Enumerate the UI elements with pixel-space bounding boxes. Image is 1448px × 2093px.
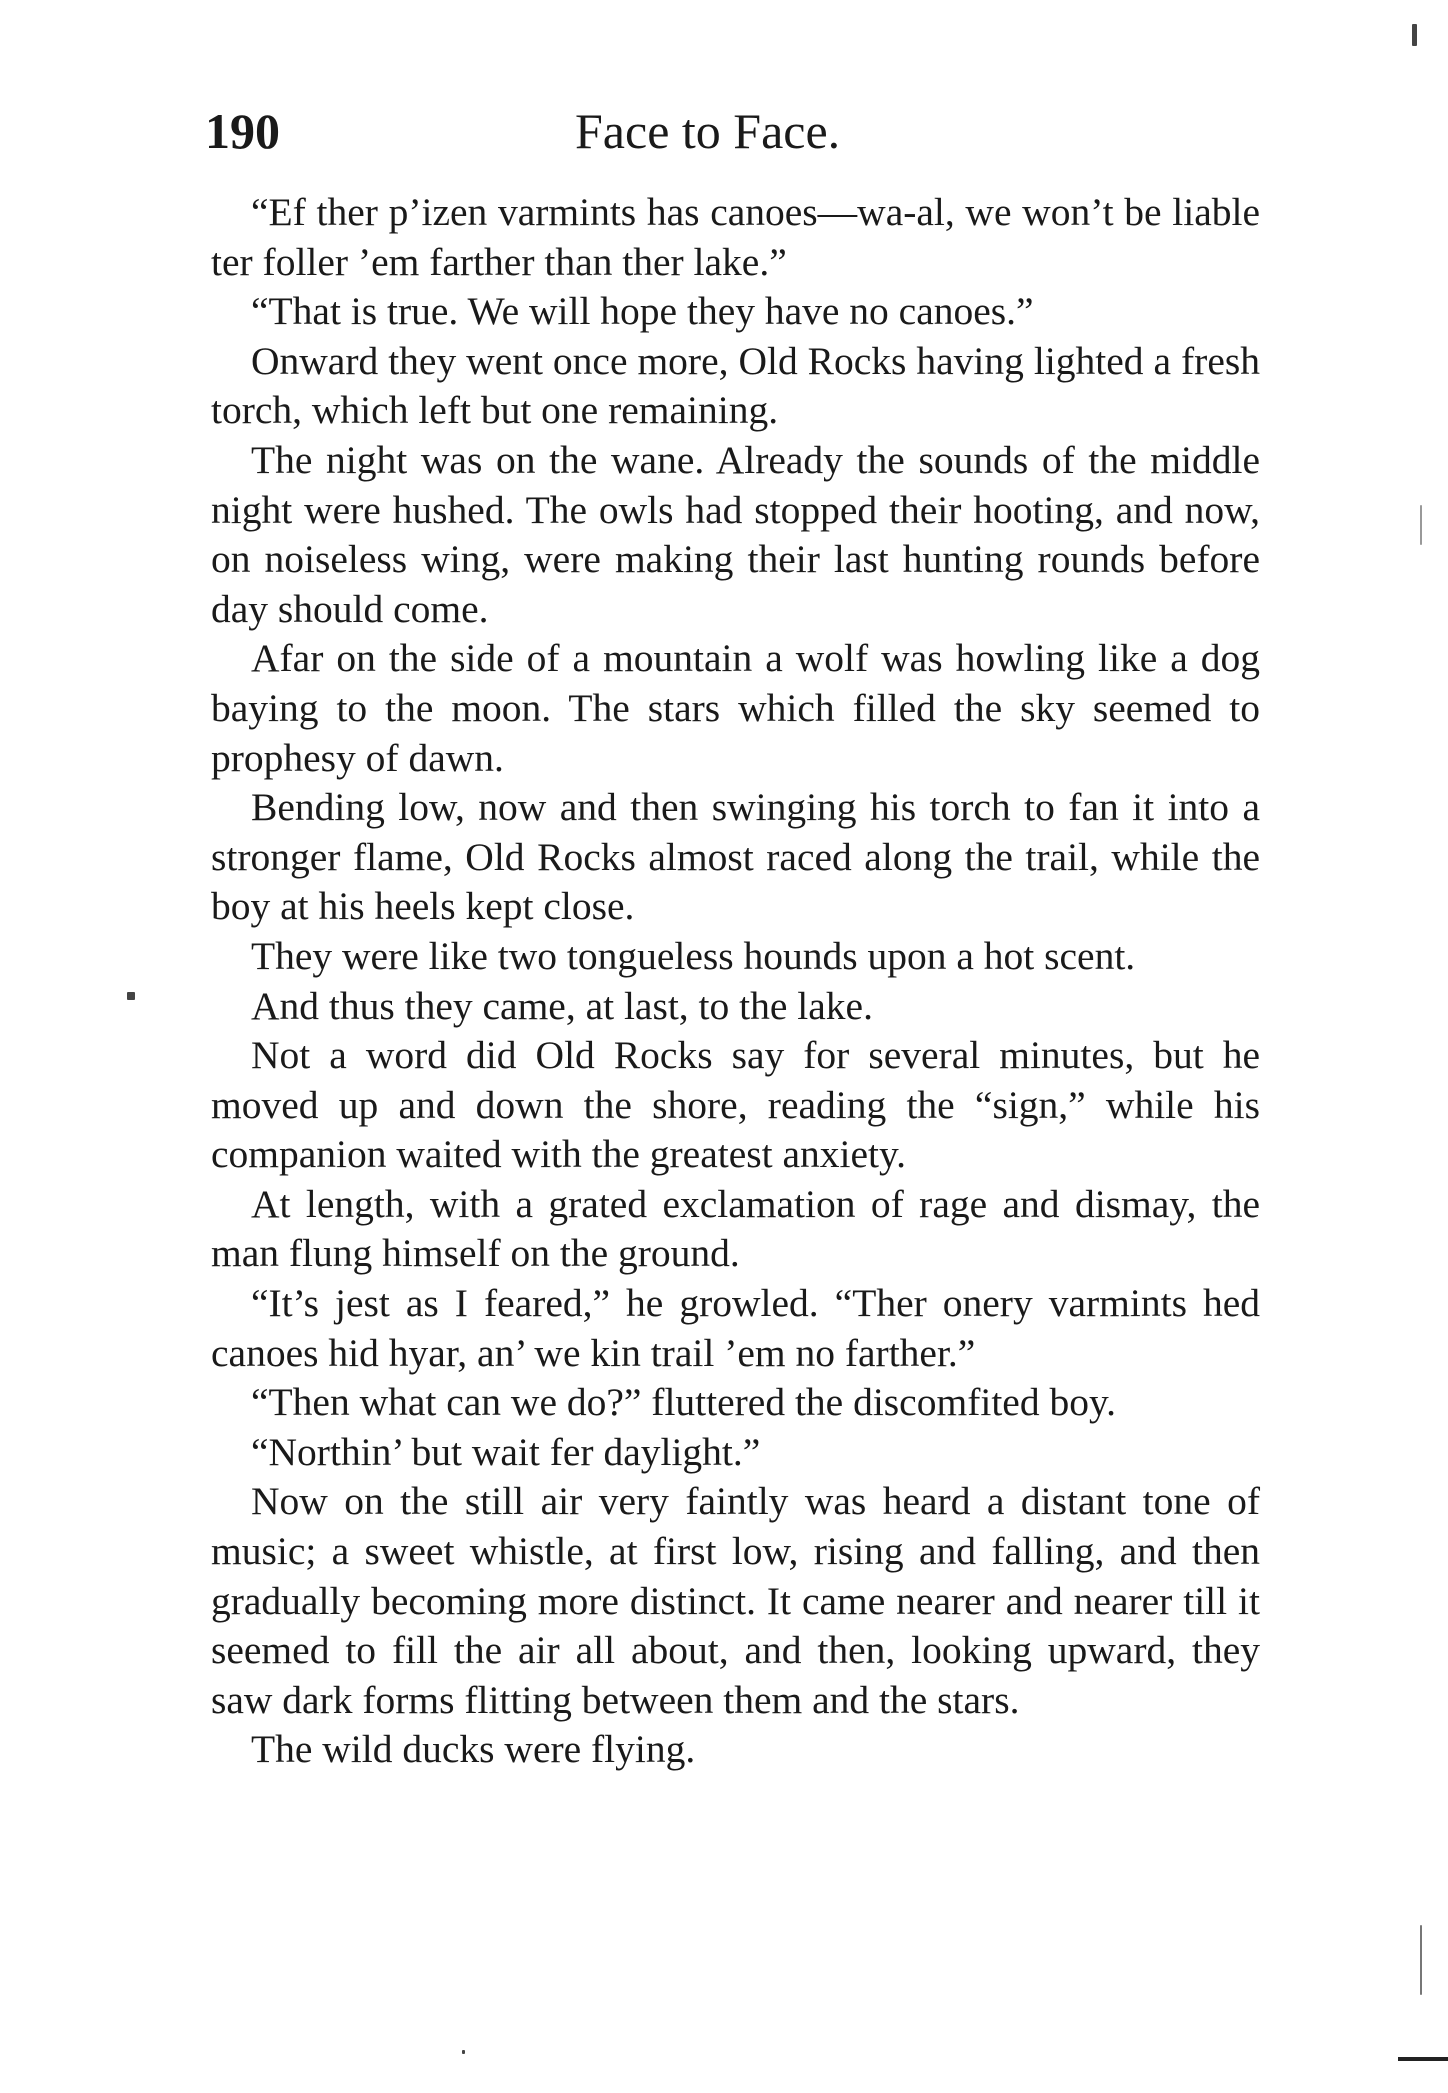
scan-speck xyxy=(1420,505,1422,545)
paragraph: “It’s jest as I feared,” he growled. “Ther onery varmints hed canoes hid hyar, an’ we kin trail ’em no farther.” xyxy=(211,1281,1260,1375)
paragraph: Not a word did Old Rocks say for several minutes, but he moved up and down the shore, reading the “sign,” while his companion waited with the greatest anxiety. xyxy=(211,1033,1260,1177)
paragraph: “Northin’ but wait fer daylight.” xyxy=(251,1429,761,1474)
scan-speck xyxy=(1412,24,1417,46)
paragraph: And thus they came, at last, to the lake. xyxy=(251,983,873,1028)
paragraph: They were like two tongueless hounds upon a hot scent. xyxy=(251,933,1136,978)
paragraph: The wild ducks were flying. xyxy=(251,1727,696,1772)
paragraph: Onward they went once more, Old Rocks having lighted a fresh torch, which left but one remaining. xyxy=(211,338,1260,433)
scan-speck xyxy=(462,2050,465,2054)
page-number: 190 xyxy=(205,103,280,159)
paragraph: “Then what can we do?” fluttered the discomfited boy. xyxy=(251,1380,1117,1425)
paragraph: Now on the still air very faintly was heard a distant tone of music; a sweet whistle, at first low, rising and falling, and then gradually becoming more distinct. It came nearer and nearer till it seemed to fill the air all about, and then, looking upward, they saw dark forms flitting between them and the stars. xyxy=(211,1479,1260,1722)
edge-mark xyxy=(1398,2057,1448,2061)
paragraph: Bending low, now and then swinging his torch to fan it into a stronger flame, Old Rocks almost raced along the trail, while the boy at his heels kept close. xyxy=(211,785,1260,929)
paragraph: Afar on the side of a mountain a wolf was howling like a dog baying to the moon. The stars which filled the sky seemed to prophesy of dawn. xyxy=(211,636,1260,780)
paragraph: At length, with a grated exclamation of rage and dismay, the man flung himself on the ground. xyxy=(211,1181,1260,1276)
running-title: Face to Face. xyxy=(575,103,841,159)
paragraph: “Ef ther p’izen varmints has canoes—wa-al, we won’t be liable ter foller ’em farther than ther lake.” xyxy=(211,190,1260,284)
scan-speck xyxy=(1420,1925,1422,1995)
paragraph: “That is true. We will hope they have no canoes.” xyxy=(251,289,1034,334)
page-header xyxy=(205,96,1260,166)
paragraph: The night was on the wane. Already the sounds of the middle night were hushed. The owls had stopped their hooting, and now, on noiseless wing, were making their last hunting rounds before day should come. xyxy=(211,437,1260,631)
scan-speck xyxy=(127,992,135,1000)
page-body xyxy=(211,188,1260,1775)
